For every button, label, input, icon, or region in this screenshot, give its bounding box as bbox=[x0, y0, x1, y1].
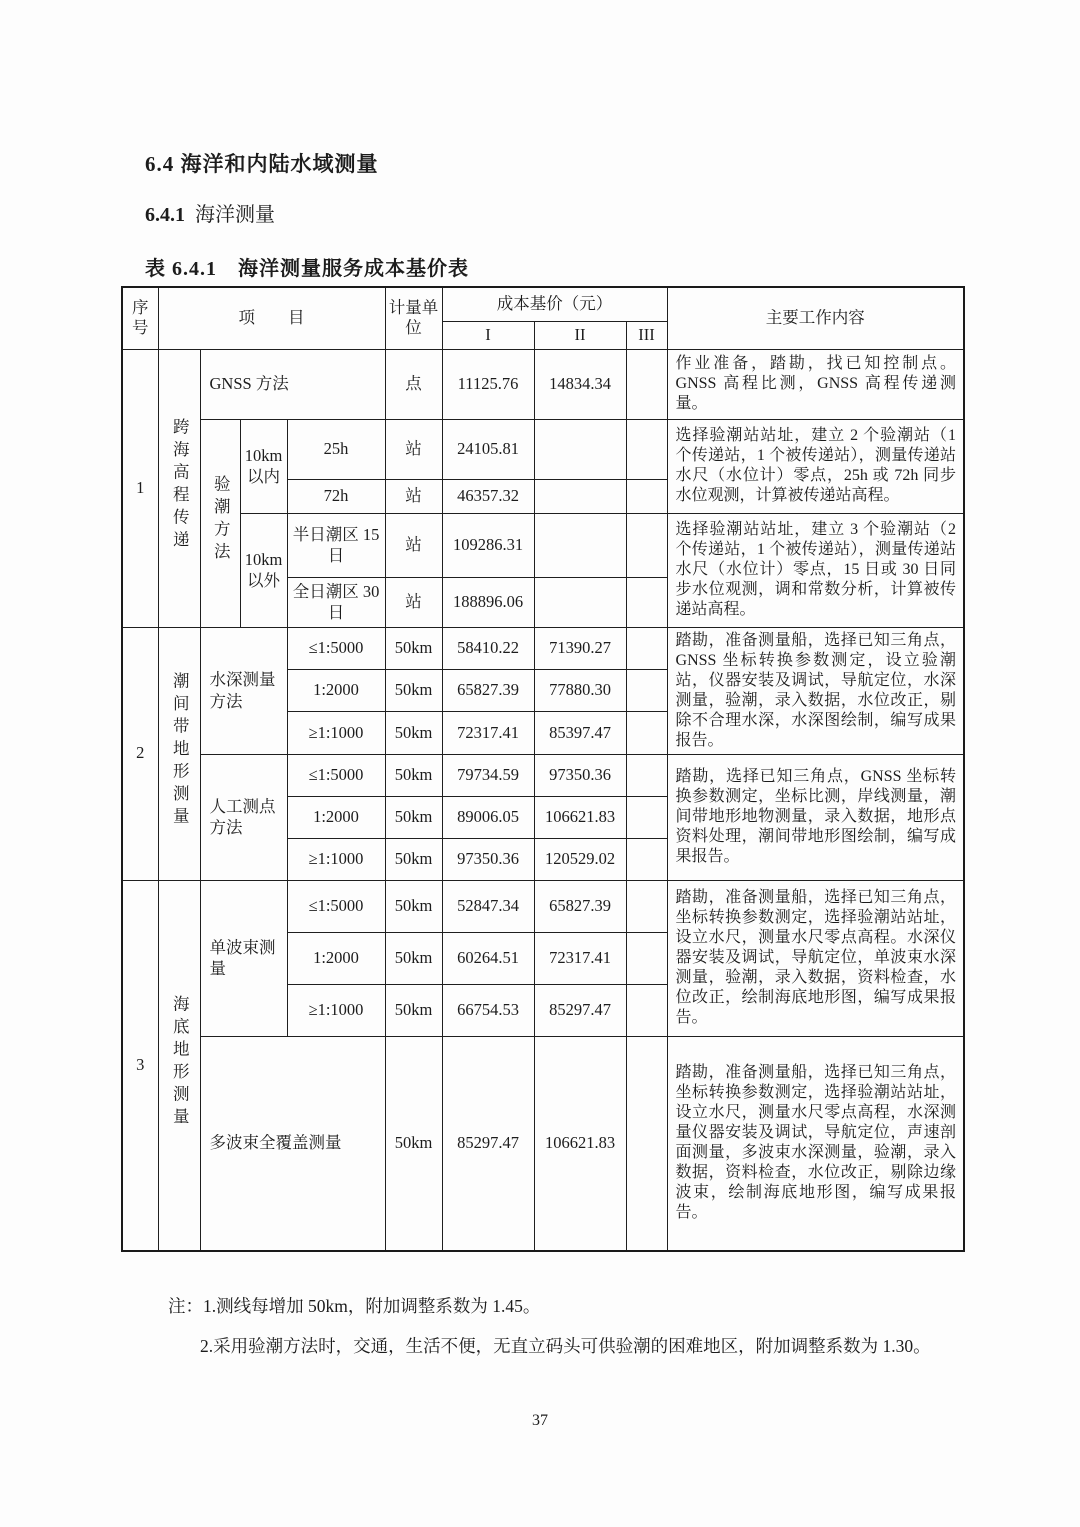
empty-cell bbox=[626, 479, 667, 513]
empty-cell bbox=[534, 479, 626, 513]
price-i: 72317.41 bbox=[442, 712, 534, 754]
price-i: 79734.59 bbox=[442, 754, 534, 796]
price-i: 97350.36 bbox=[442, 838, 534, 880]
unit-full-day: 站 bbox=[385, 577, 442, 627]
table-notes bbox=[140, 1295, 978, 1358]
header-cost-iii: III bbox=[626, 321, 667, 349]
table-row bbox=[122, 880, 964, 932]
empty-cell bbox=[626, 838, 667, 880]
table-row bbox=[122, 419, 964, 479]
subsection-heading bbox=[145, 198, 275, 227]
unit-cell: 50km bbox=[385, 712, 442, 754]
header-unit: 计量单位 bbox=[385, 287, 442, 349]
unit-cell: 50km bbox=[385, 1036, 442, 1251]
header-cost: 成本基价（元） bbox=[442, 287, 667, 321]
empty-cell bbox=[626, 627, 667, 669]
unit-cell: 50km bbox=[385, 627, 442, 669]
note-label: 注： bbox=[168, 1296, 203, 1316]
item-depth-method: 水深测量方法 bbox=[200, 627, 287, 754]
header-work: 主要工作内容 bbox=[667, 287, 964, 349]
item-scale: ≤1:5000 bbox=[287, 627, 385, 669]
item-scale: ≥1:1000 bbox=[287, 838, 385, 880]
item-single-beam: 单波束测量 bbox=[200, 880, 287, 1036]
price-i: 89006.05 bbox=[442, 796, 534, 838]
item-full-day-tide: 全日潮区 30 日 bbox=[287, 577, 385, 627]
work-depth-method: 踏勘，准备测量船，选择已知三角点，GNSS 坐标转换参数测定，设立验潮站，仪器安装及调试，导航定位，水深测量，验潮，录入数据，水位改正，剔除不合理水深，水深图绘制，编写成果报告。 bbox=[667, 627, 964, 754]
work-multibeam: 踏勘，准备测量船，选择已知三角点，坐标转换参数测定，选择验潮站站址，设立水尺，测量水尺零点高程，水深测量仪器安装及调试，导航定位，声速剖面测量，多波束水深测量，验潮，录入数据，资料检查，水位改正，剔除边缘波束，绘制海底地形图，编写成果报告。 bbox=[667, 1036, 964, 1251]
item-beyond-10km: 10km以外 bbox=[240, 513, 287, 627]
unit-cell: 50km bbox=[385, 754, 442, 796]
price-ii: 106621.83 bbox=[534, 796, 626, 838]
empty-cell bbox=[626, 796, 667, 838]
empty-cell bbox=[626, 712, 667, 754]
table-row bbox=[122, 1036, 964, 1251]
item-scale: ≤1:5000 bbox=[287, 754, 385, 796]
work-within-10km: 选择验潮站站址，建立 2 个验潮站（1 个传递站，1 个被传递站），测量传递站水尺（水位计）零点，25h 或 72h 同步水位观测，计算被传递站高程。 bbox=[667, 419, 964, 513]
price-i: 52847.34 bbox=[442, 880, 534, 932]
note-1 bbox=[140, 1295, 978, 1318]
item-manual-method: 人工测点方法 bbox=[200, 754, 287, 880]
unit-72h: 站 bbox=[385, 479, 442, 513]
seq-2: 2 bbox=[122, 627, 158, 880]
empty-cell bbox=[626, 669, 667, 711]
item-25h: 25h bbox=[287, 419, 385, 479]
table-caption: 表 6.4.1 海洋测量服务成本基价表 bbox=[145, 258, 469, 280]
item-scale: ≤1:5000 bbox=[287, 880, 385, 932]
price-half-day-i: 109286.31 bbox=[442, 513, 534, 577]
price-i: 58410.22 bbox=[442, 627, 534, 669]
category-intertidal-label: 潮间带地形测量 bbox=[170, 671, 190, 830]
unit-cell: 50km bbox=[385, 669, 442, 711]
category-seabed bbox=[158, 880, 200, 1251]
item-scale: ≥1:1000 bbox=[287, 984, 385, 1036]
price-ii: 85297.47 bbox=[534, 984, 626, 1036]
item-multibeam: 多波束全覆盖测量 bbox=[200, 1036, 385, 1251]
item-scale: 1:2000 bbox=[287, 669, 385, 711]
unit-half-day: 站 bbox=[385, 513, 442, 577]
item-scale: 1:2000 bbox=[287, 932, 385, 984]
category-cross-sea bbox=[158, 349, 200, 627]
empty-cell bbox=[534, 513, 626, 577]
price-ii: 77880.30 bbox=[534, 669, 626, 711]
header-cost-i: I bbox=[442, 321, 534, 349]
work-manual-method: 踏勘，选择已知三角点，GNSS 坐标转换参数测定，坐标比测，岸线测量，潮间带地形地物测量，录入数据，地形点资料处理，潮间带地形图绘制，编写成果报告。 bbox=[667, 754, 964, 880]
empty-cell bbox=[626, 984, 667, 1036]
price-gnss-ii: 14834.34 bbox=[534, 349, 626, 419]
empty-cell bbox=[626, 419, 667, 479]
unit-cell: 50km bbox=[385, 932, 442, 984]
table-row bbox=[122, 627, 964, 669]
table-row bbox=[122, 513, 964, 577]
unit-cell: 50km bbox=[385, 880, 442, 932]
price-full-day-i: 188896.06 bbox=[442, 577, 534, 627]
header-cost-ii: II bbox=[534, 321, 626, 349]
unit-gnss: 点 bbox=[385, 349, 442, 419]
unit-cell: 50km bbox=[385, 796, 442, 838]
price-i: 65827.39 bbox=[442, 669, 534, 711]
seq-3: 3 bbox=[122, 880, 158, 1251]
item-scale: ≥1:1000 bbox=[287, 712, 385, 754]
empty-cell bbox=[626, 349, 667, 419]
work-gnss: 作业准备，踏勘，找已知控制点。GNSS 高程比测，GNSS 高程传递测量。 bbox=[667, 349, 964, 419]
empty-cell bbox=[534, 419, 626, 479]
empty-cell bbox=[626, 513, 667, 577]
price-25h-i: 24105.81 bbox=[442, 419, 534, 479]
item-scale: 1:2000 bbox=[287, 796, 385, 838]
seq-1: 1 bbox=[122, 349, 158, 627]
category-cross-sea-label: 跨海高程传递 bbox=[170, 417, 190, 553]
price-i: 66754.53 bbox=[442, 984, 534, 1036]
price-ii: 120529.02 bbox=[534, 838, 626, 880]
header-seq: 序号 bbox=[122, 287, 158, 349]
price-i: 85297.47 bbox=[442, 1036, 534, 1251]
work-single-beam: 踏勘，准备测量船，选择已知三角点，坐标转换参数测定，选择验潮站站址，设立水尺，测量水尺零点高程。水深仪器安装及调试，导航定位，单波束水深测量，验潮，录入数据，资料检查，水位改正，绘制海底地形图，编写成果报告。 bbox=[667, 880, 964, 1036]
cost-table-wrapper bbox=[121, 286, 965, 1252]
category-intertidal bbox=[158, 627, 200, 880]
unit-cell: 50km bbox=[385, 984, 442, 1036]
item-half-day-tide: 半日潮区 15 日 bbox=[287, 513, 385, 577]
price-72h-i: 46357.32 bbox=[442, 479, 534, 513]
item-tide-method bbox=[200, 419, 240, 627]
section-heading: 6.4 海洋和内陆水域测量 bbox=[145, 152, 379, 176]
category-seabed-label: 海底地形测量 bbox=[170, 994, 190, 1130]
empty-cell bbox=[626, 1036, 667, 1251]
cost-table bbox=[121, 286, 965, 1252]
subsection-number: 6.4.1 bbox=[145, 204, 185, 226]
item-gnss-method: GNSS 方法 bbox=[200, 349, 385, 419]
item-within-10km: 10km以内 bbox=[240, 419, 287, 513]
table-row bbox=[122, 754, 964, 796]
unit-25h: 站 bbox=[385, 419, 442, 479]
work-beyond-10km: 选择验潮站站址，建立 3 个验潮站（2 个传递站，1 个被传递站），测量传递站水尺（水位计）零点，15 日或 30 日同步水位观测，调和常数分析，计算被传递站高程。 bbox=[667, 513, 964, 627]
item-tide-method-label: 验潮方法 bbox=[211, 475, 231, 566]
empty-cell bbox=[626, 932, 667, 984]
empty-cell bbox=[626, 577, 667, 627]
table-row bbox=[122, 349, 964, 419]
empty-cell bbox=[626, 754, 667, 796]
item-72h: 72h bbox=[287, 479, 385, 513]
price-ii: 71390.27 bbox=[534, 627, 626, 669]
table-header-row-1 bbox=[122, 287, 964, 321]
price-gnss-i: 11125.76 bbox=[442, 349, 534, 419]
page-number: 37 bbox=[532, 1412, 548, 1429]
subsection-title: 海洋测量 bbox=[195, 204, 275, 226]
empty-cell bbox=[534, 577, 626, 627]
unit-cell: 50km bbox=[385, 838, 442, 880]
price-ii: 97350.36 bbox=[534, 754, 626, 796]
price-ii: 72317.41 bbox=[534, 932, 626, 984]
empty-cell bbox=[626, 880, 667, 932]
price-ii: 65827.39 bbox=[534, 880, 626, 932]
note-1-text: 1.测线每增加 50km，附加调整系数为 1.45。 bbox=[203, 1296, 541, 1316]
price-ii: 85397.47 bbox=[534, 712, 626, 754]
header-item: 项 目 bbox=[158, 287, 385, 349]
note-2: 2.采用验潮方法时，交通，生活不便，无直立码头可供验潮的困难地区，附加调整系数为 1.30。 bbox=[200, 1335, 931, 1356]
price-ii: 106621.83 bbox=[534, 1036, 626, 1251]
price-i: 60264.51 bbox=[442, 932, 534, 984]
